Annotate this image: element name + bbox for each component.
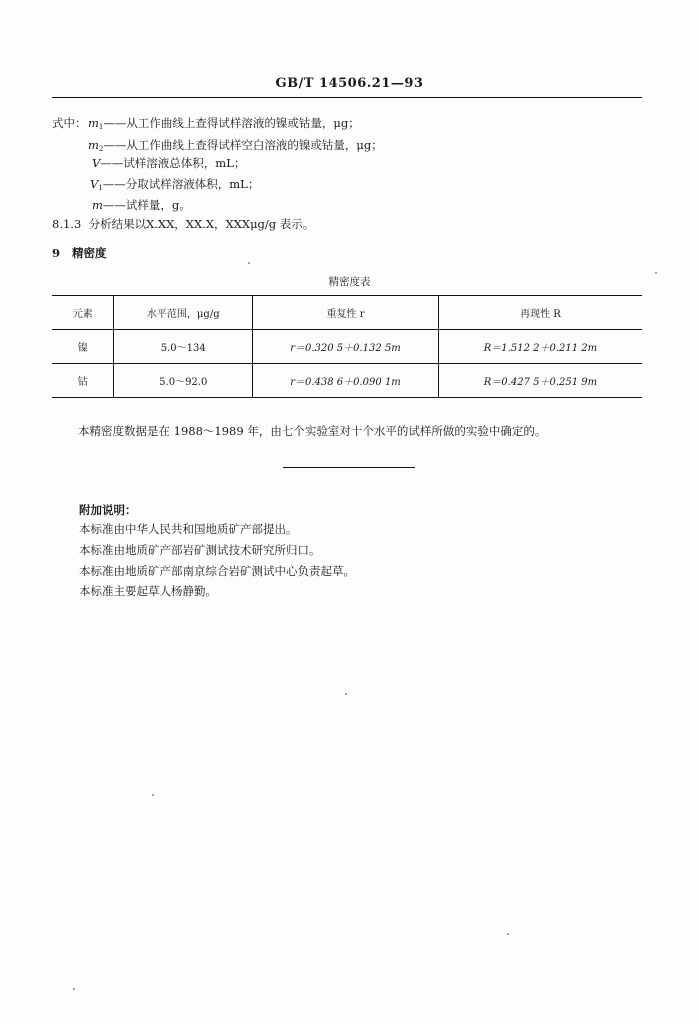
appendix-line: 本标准由地质矿产部南京综合岩矿测试中心负责起草。	[79, 564, 355, 578]
precision-table	[52, 295, 642, 398]
table-header-row	[52, 296, 642, 330]
definition-symbol: V	[90, 177, 99, 191]
scan-speck	[655, 272, 657, 274]
section-9-heading	[52, 245, 107, 261]
definition-item	[90, 176, 259, 192]
definition-text: 分取试样溶液体积，mL；	[125, 177, 260, 191]
appendix-line: 本标准由地质矿产部岩矿测试技术研究所归口。	[79, 543, 321, 557]
table-row	[52, 330, 642, 364]
scan-speck	[73, 988, 75, 990]
table-cell: R＝0.427 5＋0.251 9m	[438, 364, 642, 398]
table-cell: r＝0.320 5＋0.132 5m	[253, 330, 439, 364]
appendix-title: 附加说明：	[79, 503, 137, 517]
section-title: 精密度	[72, 246, 107, 260]
table-cell: 镍	[77, 343, 88, 354]
table-cell: 5.0～92.0	[114, 364, 253, 398]
appendix-line: 本标准主要起草人杨静勤。	[79, 584, 217, 598]
table-header-cell: 再现性 R	[438, 296, 642, 330]
definition-item	[92, 197, 191, 213]
definition-subscript: 1	[98, 123, 104, 131]
table-row	[52, 364, 642, 398]
table-cell: R＝1.512 2＋0.211 2m	[438, 330, 642, 364]
section-number: 9	[52, 246, 61, 260]
scan-speck	[507, 933, 509, 935]
definition-symbol: m	[92, 198, 103, 212]
definition-symbol: V	[92, 156, 101, 170]
section-divider	[283, 467, 415, 468]
definition-dash: ——	[102, 177, 126, 191]
definition-text: 从工作曲线上查得试样空白溶液的镍或钴量，μg；	[126, 138, 383, 152]
definition-subscript: 2	[98, 145, 104, 153]
table-caption: 精密度表	[328, 276, 371, 288]
definition-symbol: m	[88, 116, 99, 130]
table-cell: r＝0.438 6＋0.090 1m	[253, 364, 439, 398]
definition-text: 从工作曲线上查得试样溶液的镍或钴量，μg；	[126, 116, 360, 130]
definition-item	[92, 155, 245, 171]
table-header-cell: 元素	[52, 296, 114, 330]
precision-note: 本精密度数据是在 1988～1989 年，由七个实验室对十个水平的试样所做的实验中确定的。	[78, 424, 547, 438]
definition-dash: ——	[103, 138, 127, 152]
standard-code-header: GB/T 14506.21—93	[275, 76, 424, 91]
definition-symbol: m	[88, 138, 99, 152]
scan-speck	[248, 262, 250, 264]
definitions-lead: 式中：	[52, 116, 87, 130]
definition-text: 试样溶液总体积，mL；	[123, 156, 246, 170]
definition-dash: ——	[102, 198, 126, 212]
definition-item	[88, 137, 383, 153]
appendix-line: 本标准由中华人民共和国地质矿产部提出。	[79, 522, 298, 536]
definition-dash: ——	[103, 116, 127, 130]
table-header-cell: 水平范围，μg/g	[114, 296, 253, 330]
scan-speck	[345, 693, 347, 695]
table-header-cell: 重复性 r	[253, 296, 439, 330]
table-cell: 5.0～134	[114, 330, 253, 364]
header-rule	[52, 97, 642, 98]
clause-number: 8.1.3	[52, 217, 82, 231]
definition-subscript: 1	[98, 184, 103, 192]
scan-speck	[152, 794, 154, 796]
definition-dash: ——	[100, 156, 124, 170]
definition-item	[88, 115, 360, 131]
definition-text: 试样量，g。	[125, 198, 191, 212]
clause-8-1-3	[52, 216, 314, 232]
table-cell: 钴	[52, 364, 114, 398]
clause-text: 分析结果以X.XX，XX.X，XXXμg/g 表示。	[88, 217, 315, 231]
